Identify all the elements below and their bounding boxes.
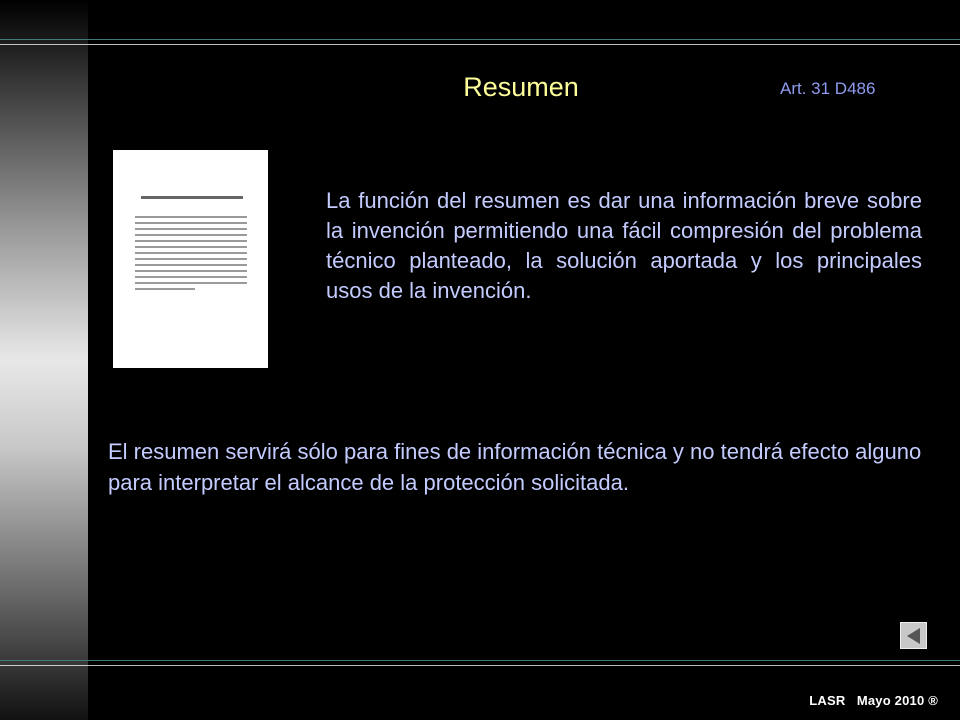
document-thumbnail-line: [135, 270, 247, 272]
article-reference: Art. 31 D486: [780, 79, 876, 98]
document-thumbnail-line: [135, 240, 247, 242]
document-thumbnail-line: [135, 246, 247, 248]
slide-title: Resumen: [463, 72, 579, 102]
document-thumbnail-line: [135, 288, 195, 290]
summary-function-paragraph: La función del resumen es dar una información breve sobre la invención permitiendo una fácil compresión del problema técnico planteado, la solución aportada y los principales usos de la invención.: [326, 188, 922, 303]
triangle-left-icon: [904, 626, 924, 646]
document-thumbnail-line: [135, 228, 247, 230]
summary-purpose-paragraph: El resumen servirá sólo para fines de información técnica y no tendrá efecto alguno para interpretar el alcance de la protección solicitada.: [108, 439, 922, 495]
document-thumbnail-heading: [141, 196, 243, 199]
bottom-divider-line: [0, 660, 960, 661]
document-thumbnail-line: [135, 282, 247, 284]
document-thumbnail-line: [135, 264, 247, 266]
back-button[interactable]: [900, 622, 927, 649]
document-thumbnail-line: [135, 234, 247, 236]
document-thumbnail-line: [135, 258, 247, 260]
left-gradient-bar: [0, 0, 88, 720]
document-thumbnail-line: [135, 276, 247, 278]
footer-credit: LASR Mayo 2010 ®: [809, 693, 938, 708]
document-thumbnail-line: [135, 222, 247, 224]
document-thumbnail: [113, 150, 268, 368]
bottom-divider-line-highlight: [0, 665, 960, 666]
top-divider-line-highlight: [0, 44, 960, 45]
top-divider-line: [0, 39, 960, 40]
document-thumbnail-line: [135, 216, 247, 218]
document-thumbnail-line: [135, 252, 247, 254]
